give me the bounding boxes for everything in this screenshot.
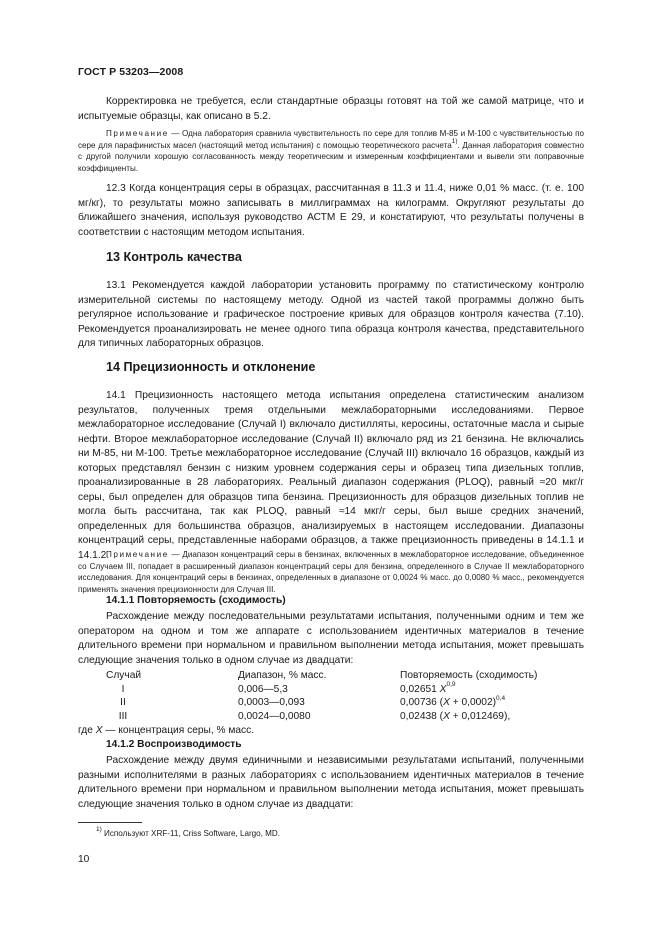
formula-cell: 0,00736 $(X + 0,0002)^{0,4}$ [400, 694, 506, 709]
paragraph-14-1: 14.1 Прецизионность настоящего метода испытания определена статистическим анализом результатов, полученных тремя отдельными межлабораторными исследованиями. Первое межлабораторное исследование (Случай I) включало дистилляты, керосины, остаточные масла и сырые нефти. Второе межлабораторное исследование (Случай II) включало ряд из 21 бензина. Не включались ни М-85, ни М-100. Третье межлабораторное исследование (Случай III) включало 16 образцов, каждый из которых представлял бензин с низким уровнем содержания серы и образец типа дизельных топлив, проанализированные в 28 лабораториях. Реальный диапазон содержания (PLOQ), равный ≈20 мкг/г серы, был определен для образцов типа бензина. Прецизионность для образцов дизельных топлив не могла быть рассчитана, так как PLOQ, равный ≈14 мкг/г серы, был выше средних значений, определенных для большинства образцов, анализируемых в настоящем исследовании. Диапазоны концентраций серы, представленные наборами образцов, а также прецизионность приведены в 14.1.1 и 14.1.2. [78, 390, 584, 561]
table-row [78, 683, 584, 697]
footnote-divider [78, 822, 142, 823]
note-1: Примечание — Одна лаборатория сравнила чувствительность по сере для топлив М-85 и М-100 с чувствительностью по сере для парафинистых масел (настоящий метод испытания) с помощью теоретического расчета$^{1)}$. Данная лаборатория совместно с другой получили хорошую согласованность между теоретическим и измеренным коэффициентами и вывели эти поправочные коэффициенты. [78, 129, 584, 173]
formula-cell: 0,02651 X$^{0,9}$ [400, 681, 456, 695]
note-label: Примечание [106, 550, 169, 559]
case-cell: II [120, 697, 126, 709]
paragraph-14-1-2: Расхождение между двумя единичными и независимыми результатами испытаний, полученными разными исполнителями в разных лабораториях с использованием идентичных материалов в течение длительного времени при нормальном и правильном выполнении метода испытания, может превышать следующие значения только в одном случае из двадцати: [78, 755, 584, 810]
case-cell: I [121, 683, 125, 695]
note-2: Примечание — Диапазон концентраций серы в бензинах, включенных в межлабораторное исследование, объединенное со Случаем III, попадает в расширенный диапазон концентраций серы для бензина, определенного в Случае II межлабораторного исследования. Для концентраций серы в бензинах, определенных в диапазоне от 0,0024 % масс. до 0,0080 % масс., рекомендуется применять значения прецизионности для Случая III. [78, 550, 584, 594]
formula-cell: 0,02438 (X + 0,012469), [400, 710, 511, 722]
range-cell: 0,006—5,3 [238, 683, 288, 695]
case-cell: III [118, 710, 128, 722]
section-13-heading: 13 Контроль качества [106, 250, 242, 264]
paragraph-14-1-1: Расхождение между последовательными результатами испытания, полученными одним и тем же оператором на одном и том же аппарате с использованием идентичных материалов в течение длительного времени при нормальном и правильном выполнении метода испытания, может превышать следующие значения только в одном случае из двадцати: [78, 611, 584, 666]
table-row [78, 710, 584, 724]
repeatability-table [78, 669, 584, 723]
footnote: $^{1)}$ Используют XRF-11, Criss Software, Largo, MD. [96, 826, 280, 838]
page-number: 10 [78, 854, 90, 865]
document-header: ГОСТ Р 53203—2008 [78, 66, 184, 78]
table-row [78, 696, 584, 710]
footnote-ref[interactable]: 1) [451, 137, 458, 145]
subsection-14-1-1-heading: 14.1.1 Повторяемость (сходимость) [106, 595, 286, 606]
paragraph-13-1: 13.1 Рекомендуется каждой лаборатории установить программу по статистическому контролю измерительной системы по настоящему методу. Одной из частей такой программы должно быть регулярное использование и графическое построение кривых для образцов контроля качества (7.10). Рекомендуется проанализировать не менее одного типа образца контроля качества, представительного для типичных лабораторных образцов. [78, 280, 584, 349]
range-cell: 0,0024—0,0080 [238, 710, 311, 722]
note-label: Примечание [106, 129, 169, 138]
paragraph-calibration: Корректировка не требуется, если стандартные образцы готовят на той же самой матрице, что и испытуемые образцы, как описано в 5.2. [78, 96, 584, 122]
column-header-case: Случай [106, 670, 142, 681]
range-cell: 0,0003—0,093 [238, 697, 305, 709]
column-header-repeatability: Повторяемость (сходимость) [400, 670, 538, 681]
table-header-row [78, 669, 584, 683]
paragraph-12-3: 12.3 Когда концентрация серы в образцах, рассчитанная в 11.3 и 11.4, ниже 0,01 % масс. (т. е. 100 мг/кг), то результаты можно записывать в миллиграммах на килограмм. Округляют результаты до ближайшего значения, используя руководство АСТМ Е 29, и констатируют, что результаты получены в соответствии с настоящим методом испытания. [78, 183, 584, 238]
column-header-range: Диапазон, % масс. [238, 670, 327, 681]
variable-definition: где X — концентрация серы, % масс. [78, 725, 255, 736]
subsection-14-1-2-heading: 14.1.2 Воспроизводимость [106, 739, 242, 750]
section-14-heading: 14 Прецизионность и отклонение [106, 360, 316, 374]
